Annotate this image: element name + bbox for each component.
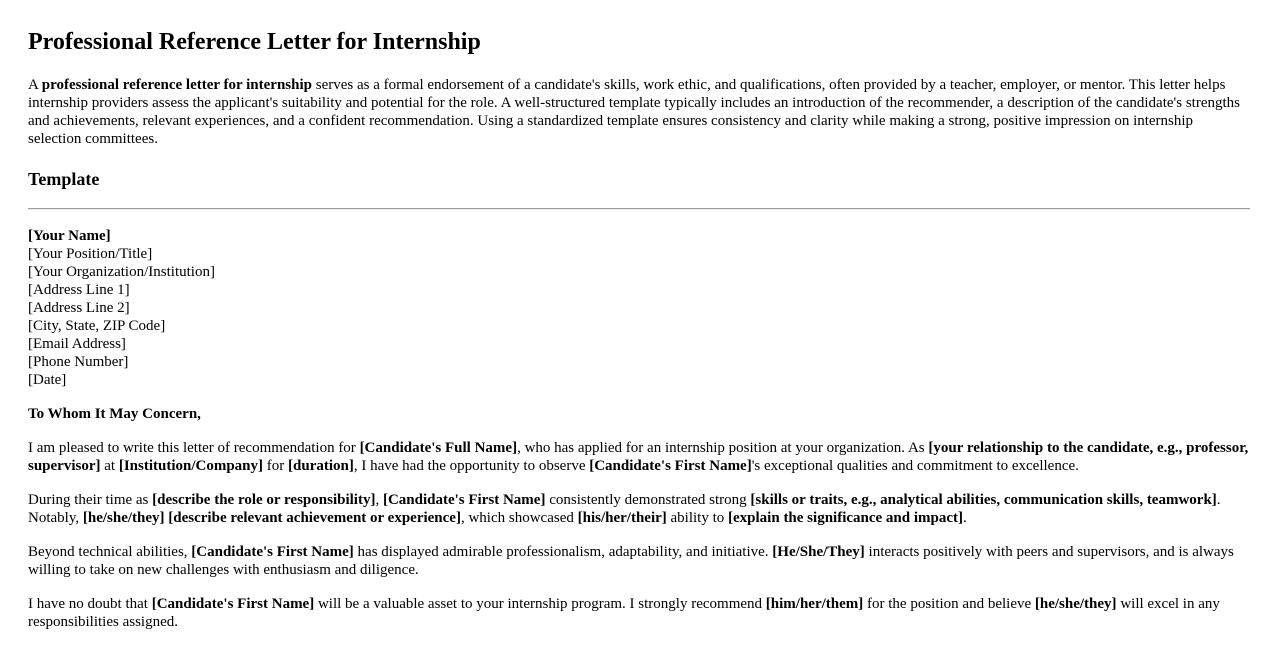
letter-text: will be a valuable asset to your internship program. I strongly recommend <box>314 596 766 612</box>
letter-text: . Notably, <box>28 492 1221 526</box>
placeholder-field: [he/she/they] <box>1034 596 1117 612</box>
placeholder-field: [Candidate's First Name] <box>382 492 546 508</box>
placeholder-field: [Candidate's First Name] <box>151 596 315 612</box>
sender-city-state-zip: [City, State, ZIP Code] <box>28 318 166 334</box>
intro-rest: serves as a formal endorsement of a candidate's skills, work ethic, and qualifications, often provided by a teacher, employer, or mentor. This letter helps internship providers assess the applicant's suitability and potential for the role. A well-structured template typically includes an introduction of the recommender, a description of the candidate's strengths and achievements, relevant experiences, and a confident recommendation. Using a standardized template ensures consistency and clarity while making a strong, positive impression on internship selection committees. <box>28 77 1240 147</box>
section-divider <box>28 208 1250 210</box>
placeholder-field: [describe the role or responsibility] <box>152 492 376 508</box>
placeholder-field: [Candidate's First Name] <box>191 544 354 560</box>
letter-date: [Date] <box>28 372 67 388</box>
letter-text: 's exceptional qualities and commitment to excellence. <box>751 458 1079 474</box>
placeholder-field: [him/her/them] <box>765 596 864 612</box>
letter-text: , <box>375 492 383 508</box>
letter-text: interacts positively with peers and supervisors, and is always willing to take on new challenges with enthusiasm and diligence. <box>28 544 1234 578</box>
letter-text: has displayed admirable professionalism, adaptability, and initiative. <box>353 544 773 560</box>
placeholder-field: [He/She/They] <box>772 544 865 560</box>
placeholder-field: [skills or traits, e.g., analytical abilities, communication skills, teamwork] <box>750 492 1217 508</box>
letter-paragraph-3 <box>28 543 1250 579</box>
intro-lead: A <box>28 77 42 93</box>
placeholder-field: [Candidate's First Name] <box>589 458 752 474</box>
letter-text: I am pleased to write this letter of recommendation for <box>28 440 360 456</box>
placeholder-field: [Institution/Company] <box>118 458 264 474</box>
placeholder-field: [explain the significance and impact] <box>728 510 964 526</box>
letter-text: ability to <box>666 510 729 526</box>
sender-email: [Email Address] <box>28 336 126 352</box>
letter-paragraph-1 <box>28 439 1250 475</box>
sender-position: [Your Position/Title] <box>28 246 153 262</box>
sender-name: [Your Name] <box>28 228 111 244</box>
template-heading: Template <box>28 169 100 189</box>
placeholder-field: [describe relevant achievement or experience] <box>168 510 461 526</box>
letter-text: at <box>100 458 119 474</box>
intro-paragraph <box>28 76 1250 148</box>
letter-text: consistently demonstrated strong <box>545 492 751 508</box>
letter-paragraph-4 <box>28 595 1250 631</box>
letter-text: , who has applied for an internship position at your organization. As <box>517 440 929 456</box>
sender-address-line-1: [Address Line 1] <box>28 282 130 298</box>
letter-text: , I have had the opportunity to observe <box>353 458 590 474</box>
letter-text: for the position and believe <box>863 596 1035 612</box>
letter-text: for <box>263 458 289 474</box>
letter-paragraph-2 <box>28 491 1250 527</box>
letter-text: , which showcased <box>460 510 578 526</box>
page-title: Professional Reference Letter for Internship <box>28 29 481 55</box>
placeholder-field: [your relationship to the candidate, e.g., professor, supervisor] <box>28 440 1249 474</box>
placeholder-field: [Candidate's Full Name] <box>359 440 518 456</box>
letter-text: will excel in any responsibilities assigned. <box>28 596 1220 630</box>
letter-text: Beyond technical abilities, <box>28 544 192 560</box>
sender-organization: [Your Organization/Institution] <box>28 264 215 280</box>
intro-keyword: professional reference letter for internship <box>41 77 312 93</box>
sender-address-line-2: [Address Line 2] <box>28 300 130 316</box>
letter-text: . <box>963 510 967 526</box>
letter-text: During their time as <box>28 492 153 508</box>
salutation: To Whom It May Concern, <box>28 406 201 422</box>
sender-address-block <box>28 227 1250 389</box>
placeholder-field: [duration] <box>288 458 354 474</box>
placeholder-field: [he/she/they] <box>82 510 165 526</box>
letter-text: I have no doubt that <box>28 596 152 612</box>
placeholder-field: [his/her/their] <box>577 510 667 526</box>
sender-phone: [Phone Number] <box>28 354 129 370</box>
